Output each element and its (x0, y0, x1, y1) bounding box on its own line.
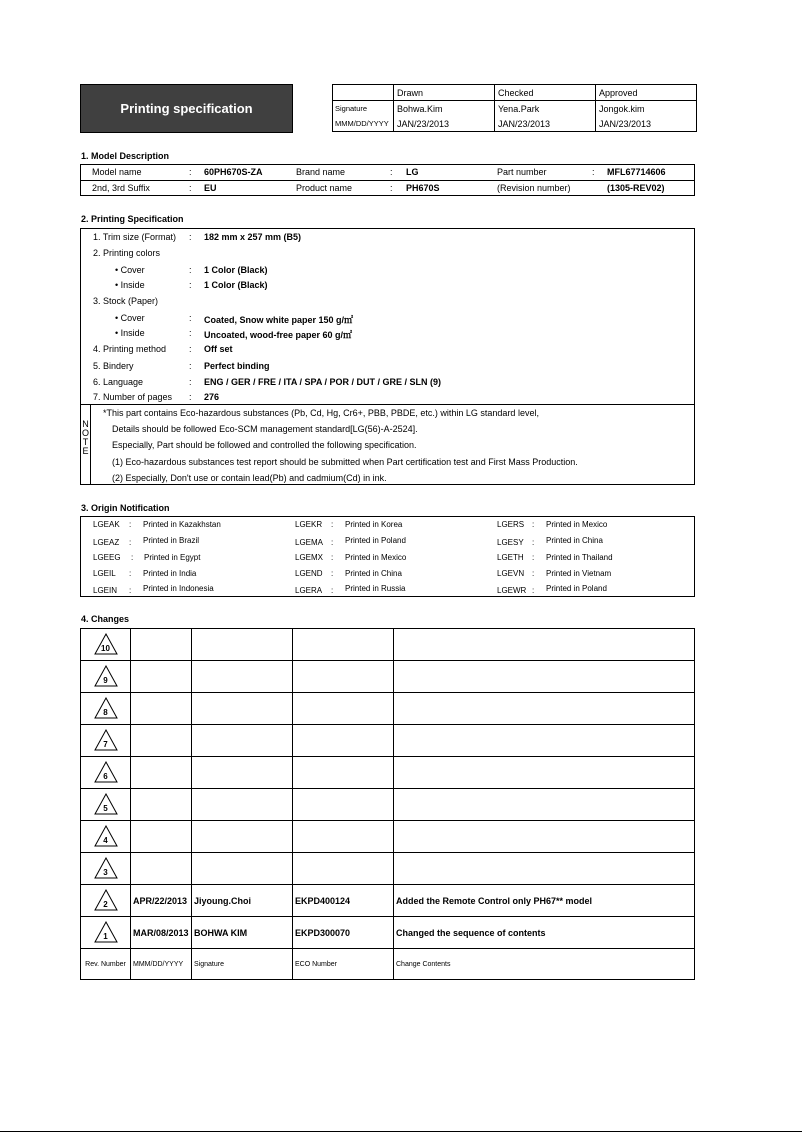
note-line: (1) Eco-hazardous substances test report should be submitted when Part certification test and First Mass Production. (112, 457, 578, 467)
origin-code: LGEIN (93, 586, 118, 595)
changes-row (81, 661, 695, 693)
signature-cell (192, 725, 293, 757)
signature-cell (192, 661, 293, 693)
origin-text: Printed in China (345, 569, 402, 578)
colon: : (189, 328, 192, 338)
brand-value: LG (406, 167, 419, 177)
approval-corner (333, 85, 394, 101)
note-line: Details should be followed Eco-SCM management standard[LG(56)-A-2524]. (112, 424, 418, 434)
colon: : (189, 232, 192, 242)
changes-row (81, 693, 695, 725)
origin-code: LGEWR (497, 586, 527, 595)
note-letter: E (82, 446, 89, 456)
pages-value: 276 (204, 392, 220, 402)
rev-number: 9 (103, 675, 108, 685)
eco-cell (293, 661, 394, 693)
colon: : (331, 569, 334, 578)
bindery-value: Perfect binding (204, 361, 270, 371)
content-cell (394, 821, 695, 853)
revision-triangle-icon (94, 633, 118, 655)
approved-signature: Jongok.kim (596, 101, 697, 117)
signature-cell (192, 789, 293, 821)
origin-code: LGEVN (497, 569, 525, 578)
origin-code: LGERA (295, 586, 323, 595)
revision-triangle-icon (94, 825, 118, 847)
origin-text: Printed in Thailand (546, 553, 613, 562)
origin-text: Printed in India (143, 569, 197, 578)
changes-row (81, 917, 695, 949)
content-cell (394, 629, 695, 661)
revision-triangle-icon (94, 761, 118, 783)
origin-code: LGEAZ (93, 538, 120, 547)
trim-value: 182 mm x 257 mm (B5) (204, 232, 302, 242)
eco-cell (293, 725, 394, 757)
cover-stock-label: • Cover (115, 313, 145, 323)
language-label: 6. Language (93, 377, 144, 387)
date-cell: APR/22/2013 (131, 885, 192, 917)
language-value: ENG / GER / FRE / ITA / SPA / POR / DUT / GRE / SLN (9) (204, 377, 442, 387)
content-cell (394, 789, 695, 821)
changes-row (81, 757, 695, 789)
spec-section-title: 2. Printing Specification (81, 214, 184, 224)
date-cell (131, 661, 192, 693)
colon: : (592, 167, 595, 177)
pages-label: 7. Number of pages (93, 392, 173, 402)
rev-number: 4 (103, 835, 108, 845)
product-value: PH670S (406, 183, 440, 193)
note-letter: O (81, 428, 89, 438)
part-value: MFL67714606 (607, 167, 666, 177)
part-label: Part number (497, 167, 547, 177)
note-line: *This part contains Eco-hazardous substances (Pb, Cd, Hg, Cr6+, PBB, PBDE, etc.) within LG standard level, (103, 408, 539, 418)
signature-cell (192, 693, 293, 725)
drawn-header: Drawn (394, 85, 495, 101)
date-label: MMM/DD/YYYY (335, 119, 389, 128)
changes-row (81, 853, 695, 885)
page-bottom-rule (0, 1131, 802, 1132)
colon: : (532, 538, 535, 547)
model-section-title: 1. Model Description (81, 151, 170, 161)
origin-code: LGETH (497, 553, 524, 562)
colon: : (331, 586, 334, 595)
approved-date: JAN/23/2013 (596, 116, 697, 132)
colon: : (189, 183, 192, 193)
trim-label: 1. Trim size (Format) (93, 232, 177, 242)
date-cell (131, 789, 192, 821)
method-label: 4. Printing method (93, 344, 167, 354)
bindery-label: 5. Bindery (93, 361, 134, 371)
rev-number-cell (81, 661, 131, 693)
origin-code: LGEEG (93, 553, 121, 562)
colon: : (532, 553, 535, 562)
model-name-label: Model name (92, 167, 142, 177)
date-cell: MAR/08/2013 (131, 917, 192, 949)
colon: : (189, 167, 192, 177)
product-label: Product name (296, 183, 353, 193)
stock-label: 3. Stock (Paper) (93, 296, 159, 306)
colon: : (390, 167, 393, 177)
rev-number: 5 (103, 803, 108, 813)
eco-cell (293, 757, 394, 789)
revision-label: (Revision number) (497, 183, 571, 193)
content-cell (394, 693, 695, 725)
origin-code: LGESY (497, 538, 524, 547)
colon: : (189, 280, 192, 290)
changes-row (81, 821, 695, 853)
rev-number: 2 (103, 899, 108, 909)
changes-footer-label: Rev. Number (81, 949, 131, 980)
date-cell (131, 821, 192, 853)
approval-table (332, 84, 697, 132)
inside-stock-label: • Inside (115, 328, 145, 338)
changes-footer-row (81, 949, 695, 980)
origin-text: Printed in Korea (345, 520, 403, 529)
origin-code: LGERS (497, 520, 525, 529)
rev-number: 3 (103, 867, 108, 877)
colon: : (129, 586, 132, 595)
rev-number: 8 (103, 707, 108, 717)
date-cell (131, 853, 192, 885)
method-value: Off set (204, 344, 233, 354)
eco-cell (293, 789, 394, 821)
rev-number: 1 (103, 931, 108, 941)
revision-triangle-icon (94, 857, 118, 879)
rev-number-cell (81, 885, 131, 917)
origin-box (80, 516, 695, 597)
content-cell (394, 725, 695, 757)
date-cell (131, 725, 192, 757)
colon: : (331, 520, 334, 529)
revision-triangle-icon (94, 889, 118, 911)
eco-cell (293, 629, 394, 661)
origin-code: LGEKR (295, 520, 323, 529)
printing-spec-box (80, 228, 695, 485)
model-description-box (80, 164, 695, 196)
revision-value: (1305-REV02) (607, 183, 665, 193)
colon: : (189, 361, 192, 371)
rev-number: 10 (101, 643, 110, 653)
date-cell (131, 757, 192, 789)
rev-number-cell (81, 725, 131, 757)
rev-number-cell (81, 821, 131, 853)
colon: : (129, 538, 132, 547)
changes-footer-label: Signature (192, 949, 293, 980)
rev-number: 7 (103, 739, 108, 749)
signature-label: Signature (335, 104, 368, 113)
colon: : (189, 344, 192, 354)
inside-stock-value: Uncoated, wood-free paper 60 g/㎡ (204, 330, 353, 340)
origin-code: LGEMX (295, 553, 324, 562)
content-cell: Added the Remote Control only PH67** model (394, 885, 695, 917)
colon: : (189, 313, 192, 323)
drawn-date: JAN/23/2013 (394, 116, 495, 132)
rev-number-cell (81, 693, 131, 725)
eco-cell (293, 853, 394, 885)
origin-code: LGEIL (93, 569, 116, 578)
signature-cell (192, 757, 293, 789)
suffix-label: 2nd, 3rd Suffix (92, 183, 150, 193)
revision-triangle-icon (94, 697, 118, 719)
rev-number-cell (81, 757, 131, 789)
approved-header: Approved (596, 85, 697, 101)
changes-footer-label: ECO Number (293, 949, 394, 980)
brand-label: Brand name (296, 167, 346, 177)
document-title: Printing specification (80, 84, 293, 133)
note-label (81, 405, 91, 485)
colon: : (390, 183, 393, 193)
origin-text: Printed in Mexico (546, 520, 608, 529)
rev-number: 6 (103, 771, 108, 781)
revision-triangle-icon (94, 921, 118, 943)
content-cell: Changed the sequence of contents (394, 917, 695, 949)
checked-header: Checked (495, 85, 596, 101)
rev-number-cell (81, 917, 131, 949)
colon: : (129, 520, 132, 529)
colon: : (189, 265, 192, 275)
changes-section-title: 4. Changes (81, 614, 130, 624)
colors-label: 2. Printing colors (93, 248, 161, 258)
changes-footer-label: Change Contents (394, 949, 695, 980)
changes-row (81, 885, 695, 917)
signature-cell (192, 821, 293, 853)
eco-cell (293, 693, 394, 725)
origin-code: LGEMA (295, 538, 324, 547)
note-line: Especially, Part should be followed and controlled the following specification. (112, 440, 417, 450)
signature-cell (192, 853, 293, 885)
rev-number-cell (81, 629, 131, 661)
signature-cell: Jiyoung.Choi (192, 885, 293, 917)
content-cell (394, 853, 695, 885)
revision-triangle-icon (94, 729, 118, 751)
colon: : (331, 538, 334, 547)
origin-text: Printed in Mexico (345, 553, 407, 562)
rev-number-cell (81, 853, 131, 885)
origin-text: Printed in Poland (546, 584, 607, 593)
suffix-value: EU (204, 183, 217, 193)
date-cell (131, 629, 192, 661)
drawn-signature: Bohwa.Kim (394, 101, 495, 117)
note-letter: N (82, 419, 89, 429)
signature-cell (192, 629, 293, 661)
checked-signature: Yena.Park (495, 101, 596, 117)
eco-cell: EKPD300070 (293, 917, 394, 949)
colon: : (532, 520, 535, 529)
revision-triangle-icon (94, 793, 118, 815)
note-area (81, 404, 694, 485)
origin-code: LGEND (295, 569, 323, 578)
origin-text: Printed in Vietnam (546, 569, 612, 578)
origin-text: Printed in Brazil (143, 536, 200, 545)
changes-row (81, 629, 695, 661)
note-line: (2) Especially, Don't use or contain lead(Pb) and cadmium(Cd) in ink. (112, 473, 387, 483)
checked-date: JAN/23/2013 (495, 116, 596, 132)
eco-cell: EKPD400124 (293, 885, 394, 917)
colon: : (331, 553, 334, 562)
colon: : (532, 569, 535, 578)
origin-text: Printed in China (546, 536, 603, 545)
changes-row (81, 789, 695, 821)
origin-text: Printed in Egypt (144, 553, 201, 562)
cover-color-label: • Cover (115, 265, 145, 275)
content-cell (394, 757, 695, 789)
note-letter: T (82, 437, 89, 447)
colon: : (129, 569, 132, 578)
colon: : (189, 392, 192, 402)
rev-number-cell (81, 789, 131, 821)
content-cell (394, 661, 695, 693)
inside-color-value: 1 Color (Black) (204, 280, 268, 290)
eco-cell (293, 821, 394, 853)
changes-table (80, 628, 695, 980)
colon: : (131, 553, 134, 562)
changes-row (81, 725, 695, 757)
origin-text: Printed in Poland (345, 536, 406, 545)
origin-text: Printed in Russia (345, 584, 406, 593)
origin-text: Printed in Indonesia (143, 584, 214, 593)
date-cell (131, 693, 192, 725)
inside-color-label: • Inside (115, 280, 145, 290)
cover-stock-value: Coated, Snow white paper 150 g/㎡ (204, 315, 354, 325)
revision-triangle-icon (94, 665, 118, 687)
colon: : (532, 586, 535, 595)
colon: : (189, 377, 192, 387)
signature-cell: BOHWA KIM (192, 917, 293, 949)
origin-text: Printed in Kazakhstan (143, 520, 221, 529)
changes-footer-label: MMM/DD/YYYY (131, 949, 192, 980)
origin-section-title: 3. Origin Notification (81, 503, 170, 513)
cover-color-value: 1 Color (Black) (204, 265, 268, 275)
model-name-value: 60PH670S-ZA (204, 167, 263, 177)
origin-code: LGEAK (93, 520, 120, 529)
